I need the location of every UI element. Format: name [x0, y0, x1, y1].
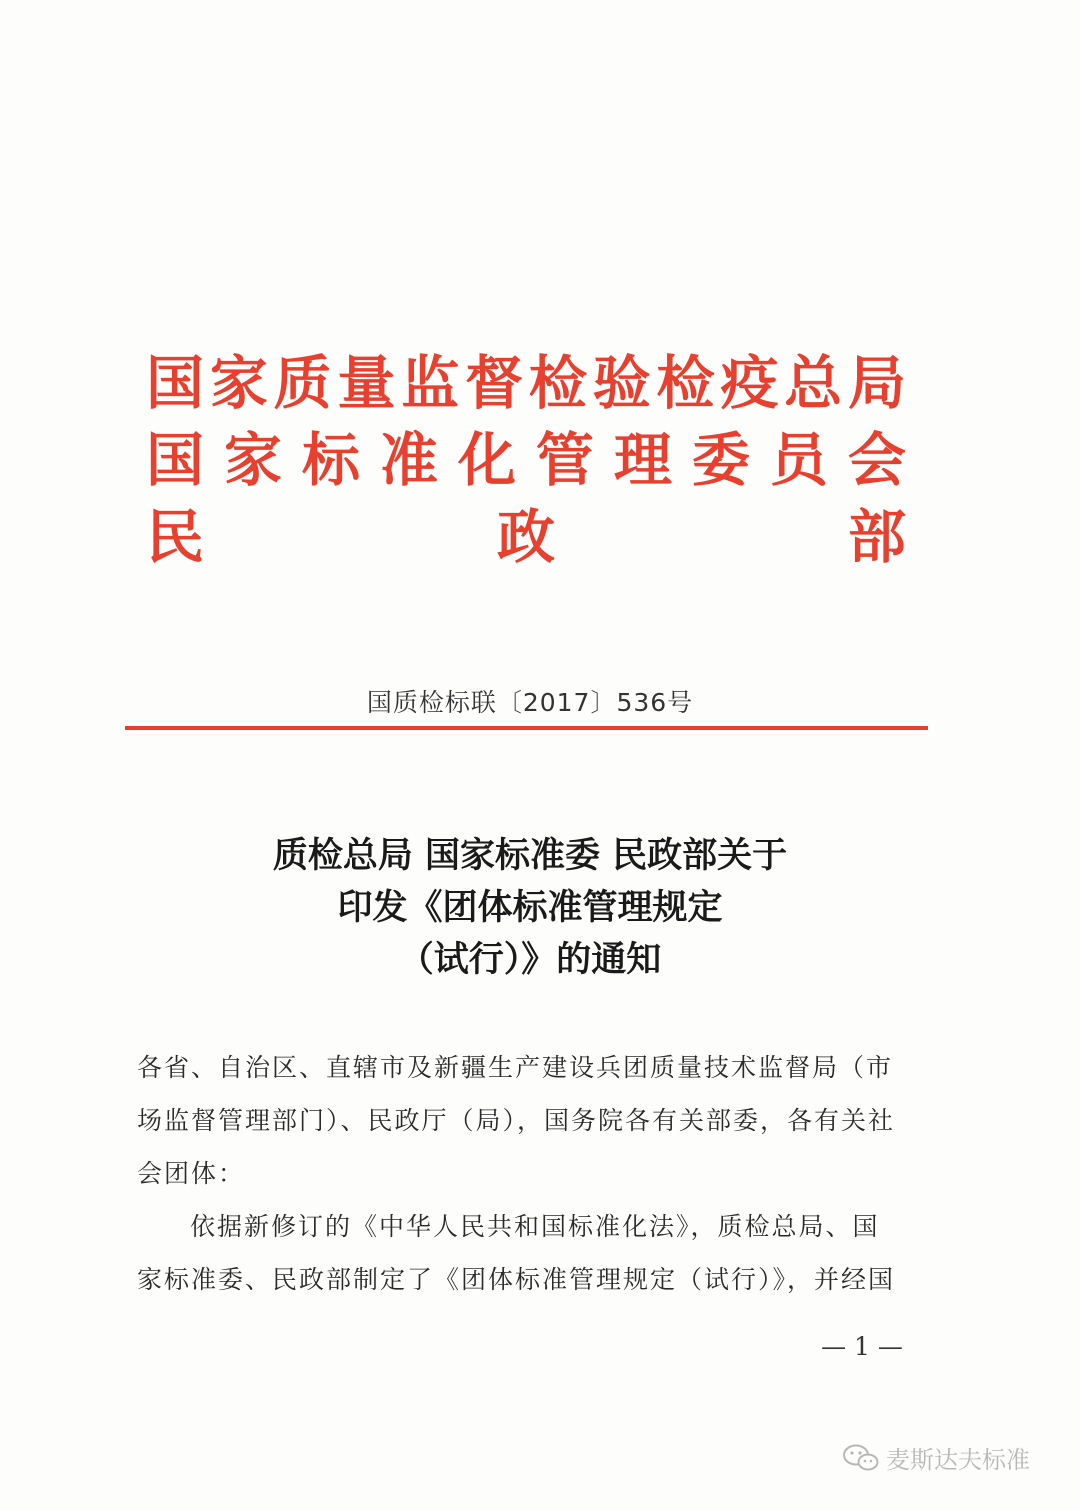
page-number: — 1 —: [821, 1332, 903, 1361]
body-text-line-5: 家标准委、民政部制定了《团体标准管理规定（试行）》，并经国: [137, 1265, 896, 1294]
watermark: [842, 1440, 1030, 1475]
body-text-line-1: 各省、自治区、直辖市及新疆生产建设兵团质量技术监督局（市: [137, 1053, 894, 1082]
notice-title-line-2: 印发《团体标准管理规定: [337, 887, 723, 928]
watermark-text: 麦斯达夫标准: [886, 1446, 1030, 1474]
red-divider-line: [125, 726, 928, 730]
issuer-line-1: 国 家 质 量 监 督 检 验 检 疫 总 局: [146, 349, 906, 417]
issuer-line-3: 民 政 部: [146, 503, 906, 571]
notice-title-line-1: 质检总局 国家标准委 民政部关于: [272, 835, 788, 876]
body-text-line-3: 会团体：: [137, 1159, 246, 1188]
document-number: 国质检标联〔2017〕536号: [366, 688, 694, 717]
issuer-line-2: 国 家 标 准 化 管 理 委 员 会: [146, 426, 906, 494]
notice-title-line-3: （试行）》的通知: [398, 939, 662, 980]
body-text-line-2: 场监督管理部门）、民政厅（局），国务院各有关部委，各有关社: [137, 1106, 896, 1135]
wechat-icon: [842, 1443, 880, 1473]
body-text-line-4: 依据新修订的《中华人民共和国标准化法》，质检总局、国: [190, 1212, 880, 1241]
